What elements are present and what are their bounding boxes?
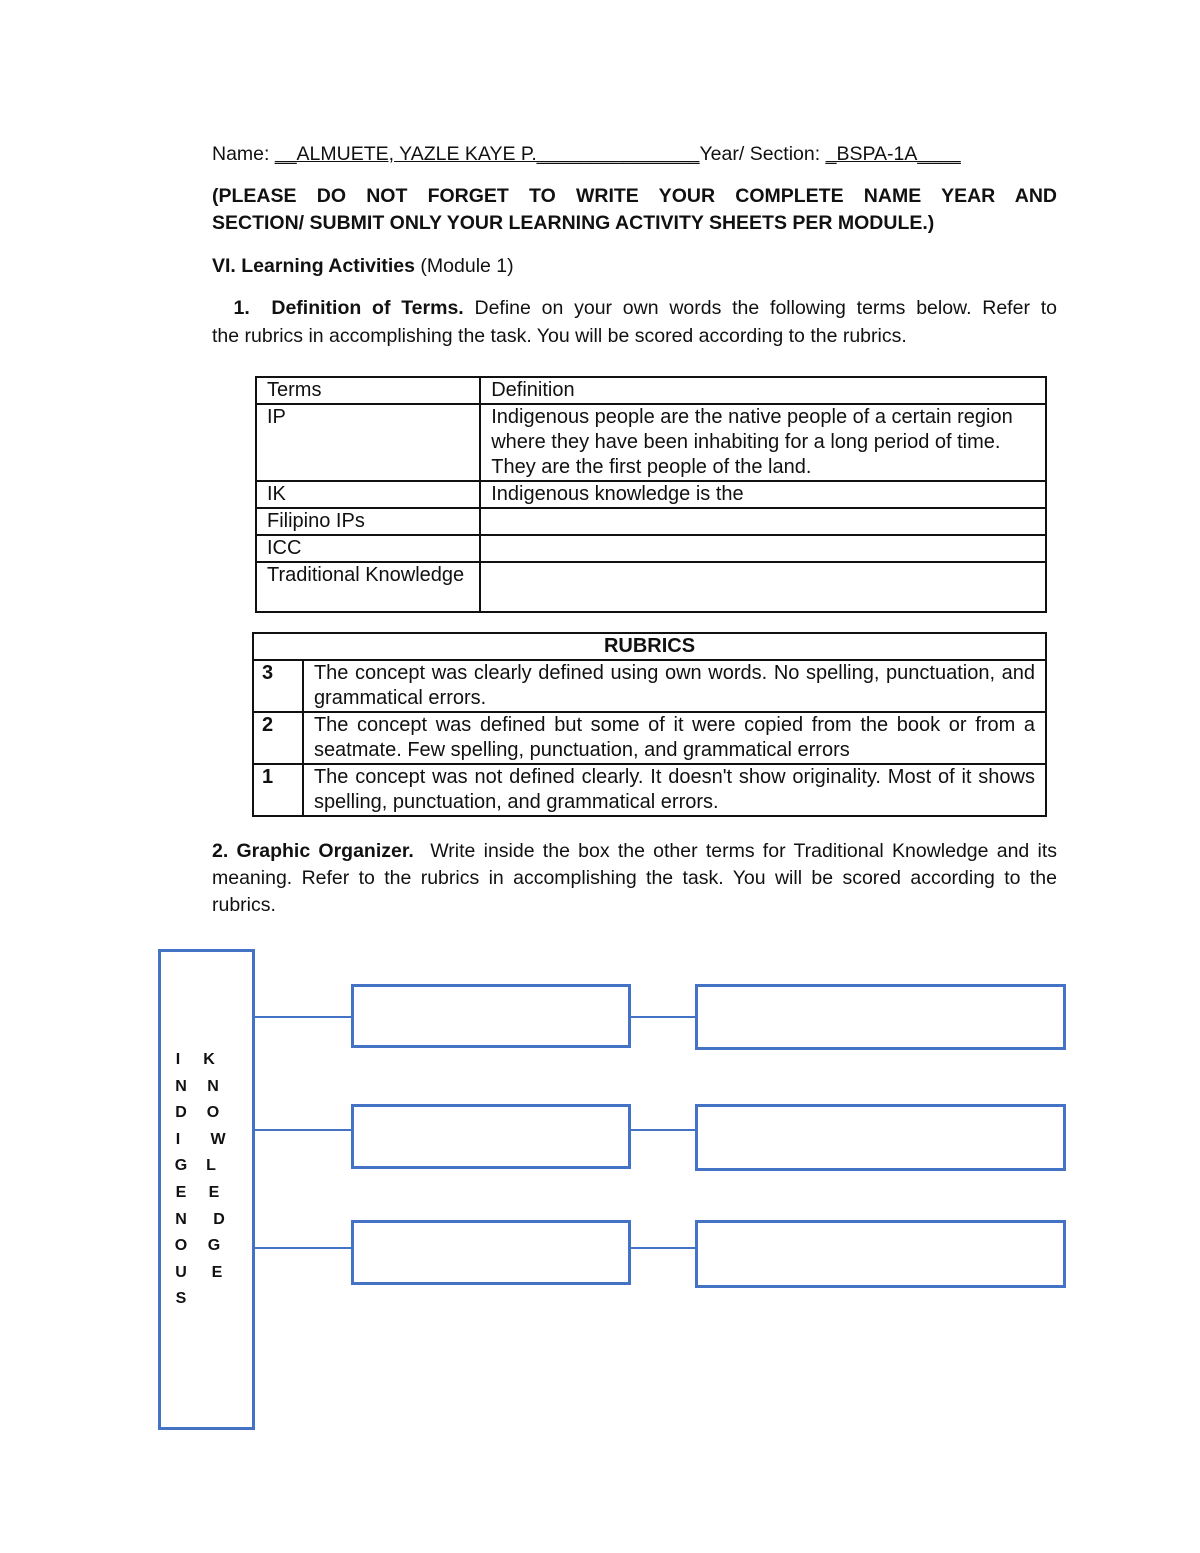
rubrics-header-row (253, 633, 1046, 660)
section-value[interactable]: _BSPA-1A____ (825, 143, 961, 165)
rubric-score: 1 (253, 764, 303, 816)
table-row (256, 404, 1046, 481)
section-label: Year/ Section: (699, 143, 821, 165)
term-box-3[interactable] (351, 1220, 631, 1285)
indigenous-letter: I (175, 1051, 181, 1068)
connector-line (631, 1016, 696, 1018)
connector-line (631, 1247, 696, 1249)
knowledge-letter: E (211, 1263, 223, 1281)
knowledge-letter: E (208, 1184, 220, 1201)
rubric-description: The concept was not defined clearly. It doesn't show originality. Most of it shows spelling, punctuation, and grammatical errors. (303, 764, 1046, 816)
definition-cell[interactable] (480, 562, 1046, 612)
term-cell: ICC (256, 535, 480, 562)
header-definition: Definition (480, 377, 1046, 404)
table-row (256, 562, 1046, 612)
indigenous-letter: D (175, 1104, 187, 1122)
definition-cell[interactable]: Indigenous knowledge is the (480, 481, 1046, 508)
knowledge-letter: N (207, 1077, 219, 1095)
knowledge-letter: O (206, 1104, 220, 1122)
term-box-1[interactable] (351, 984, 631, 1048)
indigenous-letter: U (175, 1263, 187, 1281)
knowledge-letter: W (210, 1130, 226, 1148)
meaning-box-2[interactable] (695, 1104, 1066, 1171)
rubrics-table (252, 632, 1047, 817)
rubric-description: The concept was defined but some of it were copied from the book or from a seatmate. Few spelling, punctuation, and grammatical errors (303, 712, 1046, 764)
connector-line (255, 1129, 352, 1131)
activity1-instruction-1: 1. Definition of Terms. Define on your own words the following terms below. Refer to (233, 297, 1057, 319)
activity1-instruction-2: the rubrics in accomplishing the task. You will be scored according to the rubrics. (212, 325, 907, 347)
indigenous-letter: E (175, 1184, 187, 1201)
connector-line (255, 1016, 352, 1018)
rubrics-title: RUBRICS (253, 633, 1046, 660)
rubric-row (253, 660, 1046, 712)
definition-cell[interactable] (480, 508, 1046, 535)
indigenous-letter: N (175, 1077, 187, 1095)
indigenous-letter: N (175, 1210, 187, 1228)
name-label: Name: (212, 143, 270, 165)
term-cell: Traditional Knowledge (256, 562, 480, 612)
meaning-box-3[interactable] (695, 1220, 1066, 1288)
rubric-row (253, 764, 1046, 816)
table-header-row (256, 377, 1046, 404)
definition-cell[interactable] (480, 535, 1046, 562)
header-terms: Terms (256, 377, 480, 404)
connector-line (631, 1129, 696, 1131)
rubric-score: 2 (253, 712, 303, 764)
name-line (212, 141, 1072, 168)
term-cell: IP (256, 404, 480, 481)
indigenous-letter: I (175, 1130, 181, 1148)
meaning-box-1[interactable] (695, 984, 1066, 1050)
reminder-line-2: SECTION/ SUBMIT ONLY YOUR LEARNING ACTIVITY SHEETS PER MODULE.) (212, 212, 935, 234)
rubric-row (253, 712, 1046, 764)
activity2-instruction: 2. Graphic Organizer. Write inside the box the other terms for Traditional Knowledge and its meaning. Refer to the rubrics in accomplishing the task. You will be scored according to the rubrics. (212, 840, 1057, 916)
knowledge-letter: G (207, 1237, 221, 1255)
table-row (256, 508, 1046, 535)
name-value[interactable]: __ALMUETE, YAZLE KAYE P._______________ (274, 143, 700, 165)
knowledge-letter: K (203, 1051, 215, 1068)
knowledge-letter: L (206, 1157, 216, 1175)
terms-table (255, 376, 1047, 613)
connector-line (255, 1247, 352, 1249)
table-row (256, 481, 1046, 508)
indigenous-letter: G (174, 1157, 188, 1175)
definition-cell[interactable]: Indigenous people are the native people of a certain region where they have been inhabiting for a long period of time. They are the first people of the land. (480, 404, 1046, 481)
term-cell: IK (256, 481, 480, 508)
rubric-description: The concept was clearly defined using own words. No spelling, punctuation, and grammatical errors. (303, 660, 1046, 712)
indigenous-letter: O (174, 1237, 188, 1255)
term-box-2[interactable] (351, 1104, 631, 1169)
indigenous-letter: S (175, 1290, 187, 1308)
rubric-score: 3 (253, 660, 303, 712)
term-cell: Filipino IPs (256, 508, 480, 535)
table-row (256, 535, 1046, 562)
knowledge-letter: D (213, 1210, 225, 1228)
section-title: VI. Learning Activities (Module 1) (212, 255, 514, 277)
activity2-title: 2. Graphic Organizer. (212, 840, 414, 862)
reminder-line-1: (PLEASE DO NOT FORGET TO WRITE YOUR COMPLETE NAME YEAR AND (212, 185, 1057, 207)
